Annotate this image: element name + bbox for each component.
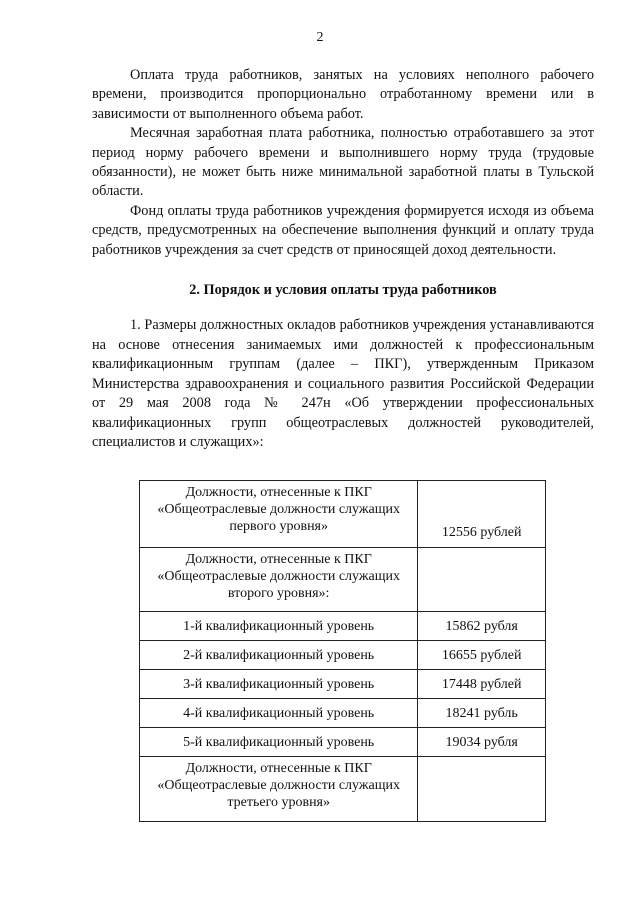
table-cell-salary [418, 757, 546, 822]
table-row [140, 670, 546, 699]
page-number: 2 [316, 30, 324, 45]
table-row [140, 481, 546, 548]
table-row [140, 548, 546, 612]
table-cell-position: 4-й квалификационный уровень [140, 699, 418, 728]
table-row [140, 612, 546, 641]
table-cell-salary: 12556 рублей [418, 481, 546, 548]
paragraph-wage-fund: Фонд оплаты труда работников учреждения формируется исходя из объема средств, предусмотренных на обеспечение выполнения функций и оплату труда работников учреждения за счет средств от приносящей доход деятельности. [92, 202, 594, 258]
table-row [140, 699, 546, 728]
table-cell-salary: 18241 рубль [418, 699, 546, 728]
table-cell-position: Должности, отнесенные к ПКГ «Общеотраслевые должности служащих третьего уровня» [140, 757, 418, 822]
salary-table [139, 480, 546, 822]
document-body [92, 66, 594, 452]
table-cell-position: Должности, отнесенные к ПКГ «Общеотраслевые должности служащих второго уровня»: [140, 548, 418, 612]
table-row [140, 757, 546, 822]
table-row [140, 728, 546, 757]
paragraph-minimum-wage: Месячная заработная плата работника, полностью отработавшего за этот период норму рабочего времени и выполнившего норму труда (трудовые обязанности), не может быть ниже минимальной заработной платы в Тульской области. [92, 125, 594, 200]
table-cell-salary [418, 548, 546, 612]
table-cell-position: Должности, отнесенные к ПКГ «Общеотраслевые должности служащих первого уровня» [140, 481, 418, 548]
table-cell-salary: 16655 рублей [418, 641, 546, 670]
table-row [140, 641, 546, 670]
table-cell-salary: 15862 рубля [418, 612, 546, 641]
table-cell-position: 5-й квалификационный уровень [140, 728, 418, 757]
table-cell-position: 2-й квалификационный уровень [140, 641, 418, 670]
table-cell-position: 3-й квалификационный уровень [140, 670, 418, 699]
section-title: 2. Порядок и условия оплаты труда работников [189, 282, 497, 299]
paragraph-part-time-pay: Оплата труда работников, занятых на условиях неполного рабочего времени, производится пропорционально отработанному времени или в зависимости от выполненного объема работ. [92, 67, 594, 122]
table-cell-position: 1-й квалификационный уровень [140, 612, 418, 641]
table-cell-salary: 17448 рублей [418, 670, 546, 699]
paragraph-item-1: 1. Размеры должностных окладов работников учреждения устанавливаются на основе отнесения занимаемых ими должностей к профессиональным квалификационным группам (далее – ПКГ), утвержденным Приказом Министерства здравоохранения и социального развития Российской Федерации от 29 мая 2008 года № 247н «Об утверждении профессиональных квалификационных групп общеотраслевых должностей руководителей, специалистов и служащих»: [92, 317, 594, 450]
table-cell-salary: 19034 рубля [418, 728, 546, 757]
